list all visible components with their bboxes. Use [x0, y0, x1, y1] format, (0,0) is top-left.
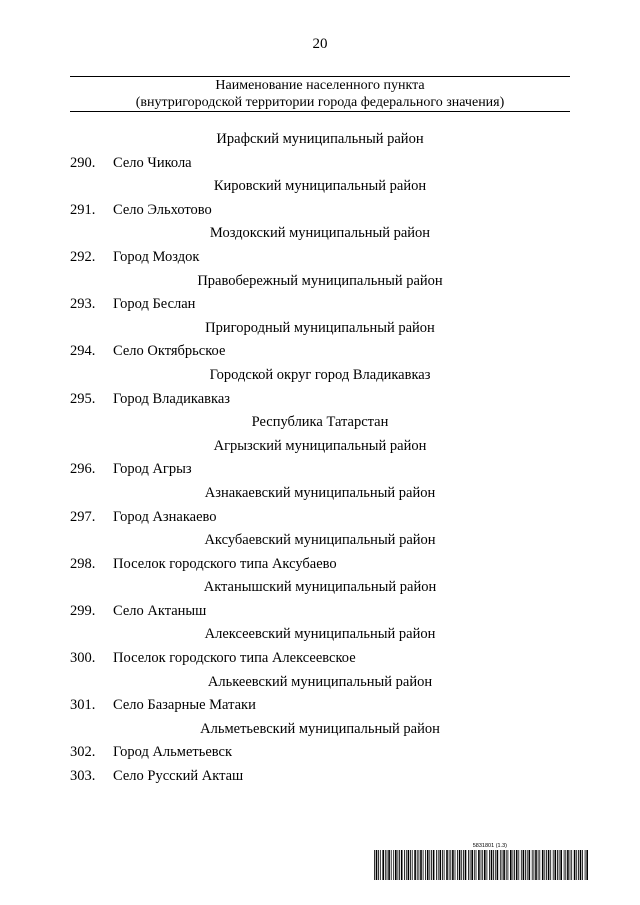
barcode-label: 5831801 (1.3)	[472, 843, 507, 849]
region-heading: Правобережный муниципальный район	[197, 272, 443, 289]
settlement-name: Поселок городского типа Алексеевское	[113, 650, 356, 667]
item-number: 302.	[70, 744, 96, 761]
settlement-item	[70, 765, 570, 789]
barcode-icon	[374, 850, 590, 880]
settlement-item	[70, 694, 570, 718]
item-number: 297.	[70, 508, 96, 525]
settlement-name: Село Эльхотово	[113, 201, 212, 218]
region-heading: Ирафский муниципальный район	[216, 131, 424, 147]
settlement-name: Село Актаныш	[113, 602, 207, 619]
settlement-item	[70, 340, 570, 364]
item-number: 294.	[70, 343, 96, 360]
settlement-item	[70, 741, 570, 765]
settlement-item	[70, 293, 570, 317]
settlement-name: Город Азнакаево	[113, 508, 217, 525]
region-heading: Азнакаевский муниципальный район	[204, 484, 436, 501]
settlement-name: Село Русский Акташ	[113, 768, 244, 785]
item-number: 303.	[70, 768, 96, 785]
settlement-list	[70, 128, 570, 789]
region-heading: Городской округ город Владикавказ	[209, 366, 431, 383]
settlement-item	[70, 600, 570, 624]
settlement-name: Город Альметьевск	[113, 744, 233, 761]
table-header	[70, 76, 570, 112]
settlement-name: Город Агрыз	[113, 461, 192, 478]
item-number: 301.	[70, 697, 96, 714]
header-title: Наименование населенного пункта	[215, 78, 425, 93]
item-number: 299.	[70, 602, 96, 619]
region-heading: Моздокский муниципальный район	[209, 225, 431, 242]
settlement-item	[70, 388, 570, 412]
item-number: 295.	[70, 390, 96, 407]
item-number: 300.	[70, 650, 96, 667]
settlement-item	[70, 506, 570, 530]
settlement-item	[70, 199, 570, 223]
region-heading: Актанышский муниципальный район	[203, 579, 437, 596]
settlement-name: Город Беслан	[113, 296, 196, 313]
region-heading: Алексеевский муниципальный район	[204, 626, 436, 643]
settlement-name: Город Владикавказ	[113, 390, 231, 407]
settlement-item	[70, 553, 570, 577]
settlement-name: Село Чикола	[113, 154, 192, 171]
region-heading: Пригородный муниципальный район	[205, 319, 435, 336]
settlement-name: Поселок городского типа Аксубаево	[113, 555, 337, 572]
region-heading: Республика Татарстан	[251, 414, 389, 431]
region-heading: Агрызский муниципальный район	[213, 437, 427, 454]
item-number: 293.	[70, 296, 96, 313]
region-heading: Альметьевский муниципальный район	[200, 720, 440, 737]
settlement-name: Город Моздок	[113, 248, 200, 265]
item-number: 292.	[70, 248, 96, 265]
item-number: 296.	[70, 461, 96, 478]
item-number: 291.	[70, 201, 96, 218]
settlement-name: Село Базарные Матаки	[113, 697, 256, 714]
header-subtitle: (внутригородской территории города федерального значения)	[135, 95, 505, 110]
region-heading: Аксубаевский муниципальный район	[204, 532, 436, 549]
settlement-item	[70, 246, 570, 270]
barcode-block	[374, 843, 590, 880]
settlement-item	[70, 152, 570, 176]
region-heading: Алькеевский муниципальный район	[207, 673, 433, 690]
settlement-item	[70, 647, 570, 671]
settlement-item	[70, 458, 570, 482]
settlement-name: Село Октябрьское	[113, 343, 226, 360]
region-heading: Кировский муниципальный район	[213, 178, 427, 195]
item-number: 290.	[70, 154, 96, 171]
page-number: 20	[312, 36, 328, 52]
item-number: 298.	[70, 555, 96, 572]
